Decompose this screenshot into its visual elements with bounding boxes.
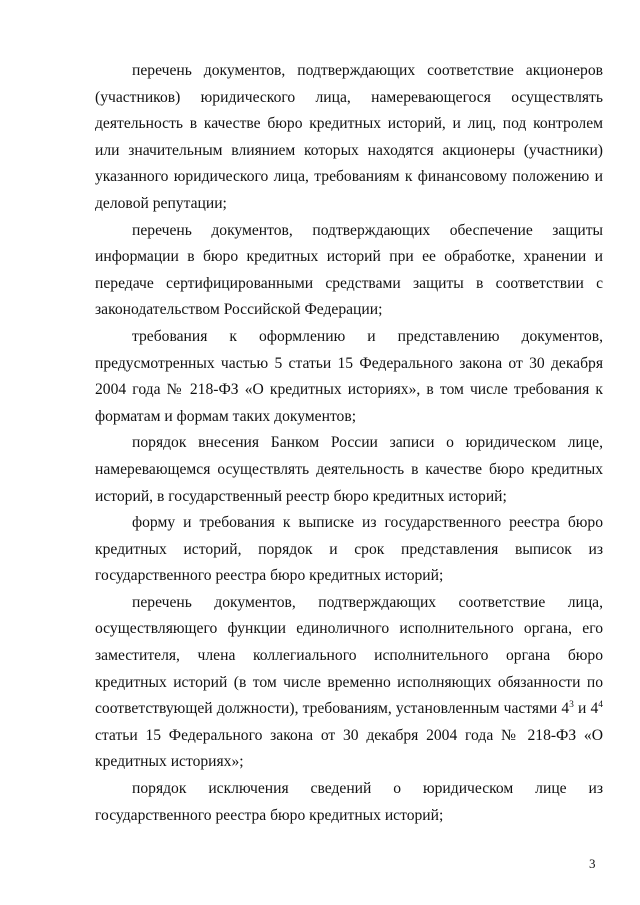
paragraph-registry-entry: порядок внесения Банком России записи о юридическом лице, намеревающемся осуществлять деятельность в качестве бюро кредитных историй, в государственный реестр бюро кредитных историй;: [95, 434, 603, 505]
superscript-4: 4: [598, 700, 603, 711]
page-number: 3: [589, 856, 596, 871]
paragraph-information-protection: перечень документов, подтверждающих обеспечение защиты информации в бюро кредитных историй при ее обработке, хранении и передаче сертифицированными средствами защиты в соответствии с законодательством Российской Федерации;: [95, 221, 603, 319]
document-body: [95, 58, 603, 829]
paragraph-executive-connector: и 4: [573, 700, 599, 718]
paragraph-executive-text-2: статьи 15 Федерального закона от 30 декабря 2004 года № 218-ФЗ «О кредитных историях»;: [95, 726, 603, 771]
paragraph-registry-extract: форму и требования к выписке из государственного реестра бюро кредитных историй, порядок и срок представления выписок из государственного реестра бюро кредитных историй;: [95, 514, 603, 585]
paragraph-document-requirements: требования к оформлению и представлению документов, предусмотренных частью 5 статьи 15 Федерального закона от 30 декабря 2004 года № 218-ФЗ «О кредитных историях», в том числе требования к форматам и формам таких документов;: [95, 327, 603, 425]
superscript-3: 3: [569, 700, 574, 711]
paragraph-shareholder-documents: перечень документов, подтверждающих соответствие акционеров (участников) юридического лица, намеревающегося осуществлять деятельность в качестве бюро кредитных историй, и лиц, под контролем или значительным влиянием которых находятся акционеры (участники) указанного юридического лица, требованиям к финансовому положению и деловой репутации;: [95, 62, 603, 212]
paragraph-executive-text-1: перечень документов, подтверждающих соответствие лица, осуществляющего функции единоличного исполнительного органа, его заместителя, члена коллегиального исполнительного органа бюро кредитных историй (в том числе временно исполняющих обязанности по соответствующей должности), требованиям, установленным частями 4: [95, 593, 603, 718]
paragraph-registry-exclusion: порядок исключения сведений о юридическом лице из государственного реестра бюро кредитных историй;: [95, 780, 603, 824]
paragraph-executive-documents: [95, 590, 603, 776]
